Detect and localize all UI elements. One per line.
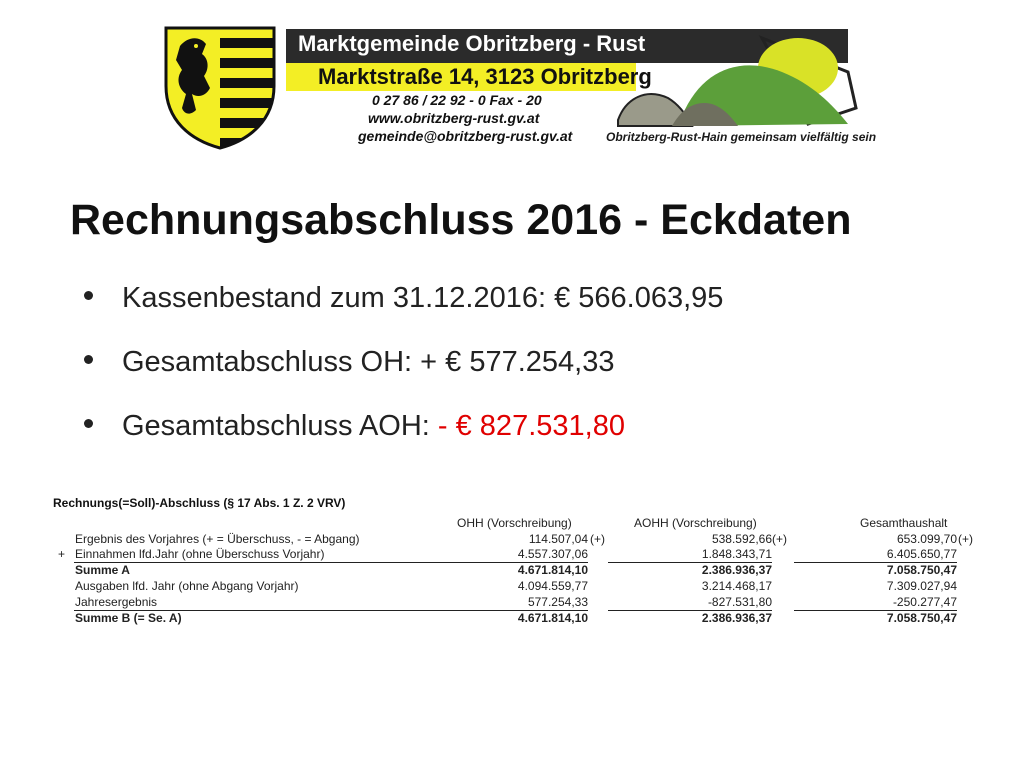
slide-title: Rechnungsabschluss 2016 - Eckdaten bbox=[70, 196, 852, 244]
cell-total-mark: (+) bbox=[958, 532, 973, 546]
contact-website: www.obritzberg-rust.gv.at bbox=[368, 110, 540, 126]
cell-aohh-mark: (+) bbox=[772, 532, 787, 546]
column-header-aohh: AOHH (Vorschreibung) bbox=[634, 516, 757, 530]
table-row bbox=[50, 579, 990, 594]
cell-total: 6.405.650,77 bbox=[886, 547, 957, 561]
row-label: Summe A bbox=[75, 563, 130, 577]
cell-aohh: 2.386.936,37 bbox=[701, 563, 772, 577]
table-row bbox=[50, 547, 990, 562]
bullet-negative-amount: - € 827.531,80 bbox=[437, 410, 625, 442]
contact-phone: 0 27 86 / 22 92 - 0 Fax - 20 bbox=[372, 92, 542, 108]
bullet-text: Gesamtabschluss AOH: bbox=[122, 410, 438, 442]
cell-ohh-mark: (+) bbox=[590, 532, 605, 546]
cell-total: 653.099,70 bbox=[896, 532, 957, 546]
hills-logo bbox=[612, 28, 860, 132]
table-row bbox=[50, 563, 990, 578]
cell-ohh: 4.671.814,10 bbox=[517, 563, 588, 577]
row-label: Ergebnis des Vorjahres (+ = Überschuss, - = Abgang) bbox=[75, 532, 360, 546]
cell-ohh: 4.557.307,06 bbox=[517, 547, 588, 561]
column-header-total: Gesamthaushalt bbox=[860, 516, 948, 530]
cell-total: 7.058.750,47 bbox=[886, 611, 957, 625]
cell-total: 7.309.027,94 bbox=[886, 579, 957, 593]
bullet-cash-balance bbox=[84, 282, 723, 346]
table-title: Rechnungs(=Soll)-Abschluss (§ 17 Abs. 1 Z. 2 VRV) bbox=[53, 496, 346, 510]
cell-ohh: 4.671.814,10 bbox=[517, 611, 588, 625]
cell-aohh: -827.531,80 bbox=[707, 595, 772, 609]
row-label: Summe B (= Se. A) bbox=[75, 611, 182, 625]
row-label: Einnahmen lfd.Jahr (ohne Überschuss Vorjahr) bbox=[75, 547, 325, 561]
municipality-address: Marktstraße 14, 3123 Obritzberg bbox=[318, 64, 652, 89]
contact-email: gemeinde@obritzberg-rust.gv.at bbox=[358, 128, 573, 144]
cell-aohh: 2.386.936,37 bbox=[701, 611, 772, 625]
row-prefix: + bbox=[58, 547, 66, 561]
cell-aohh: 1.848.343,71 bbox=[701, 547, 772, 561]
bullet-text: Kassenbestand zum 31.12.2016: € 566.063,95 bbox=[122, 282, 724, 314]
cell-aohh: 538.592,66 bbox=[711, 532, 772, 546]
cell-total: -250.277,47 bbox=[892, 595, 957, 609]
table-row bbox=[50, 595, 990, 610]
bullet-dot-icon bbox=[84, 419, 93, 428]
key-figures-list bbox=[84, 282, 723, 474]
column-header-ohh: OHH (Vorschreibung) bbox=[457, 516, 572, 530]
cell-aohh: 3.214.468,17 bbox=[701, 579, 772, 593]
slogan: Obritzberg-Rust-Hain gemeinsam vielfältig sein bbox=[606, 130, 877, 144]
cell-ohh: 114.507,04 bbox=[528, 532, 588, 546]
bullet-dot-icon bbox=[84, 291, 93, 300]
bullet-text: Gesamtabschluss OH: + € 577.254,33 bbox=[122, 346, 615, 378]
table-row bbox=[50, 611, 990, 626]
bullet-oh-result bbox=[84, 346, 723, 410]
row-label: Jahresergebnis bbox=[75, 595, 158, 609]
cell-ohh: 577.254,33 bbox=[527, 595, 588, 609]
coat-of-arms-logo bbox=[162, 24, 278, 150]
cell-total: 7.058.750,47 bbox=[886, 563, 957, 577]
municipality-name: Marktgemeinde Obritzberg - Rust bbox=[298, 31, 646, 56]
bullet-aoh-result bbox=[84, 410, 723, 474]
table-row bbox=[50, 532, 990, 547]
bullet-dot-icon bbox=[84, 355, 93, 364]
row-label: Ausgaben lfd. Jahr (ohne Abgang Vorjahr) bbox=[75, 579, 299, 593]
cell-ohh: 4.094.559,77 bbox=[517, 579, 588, 593]
